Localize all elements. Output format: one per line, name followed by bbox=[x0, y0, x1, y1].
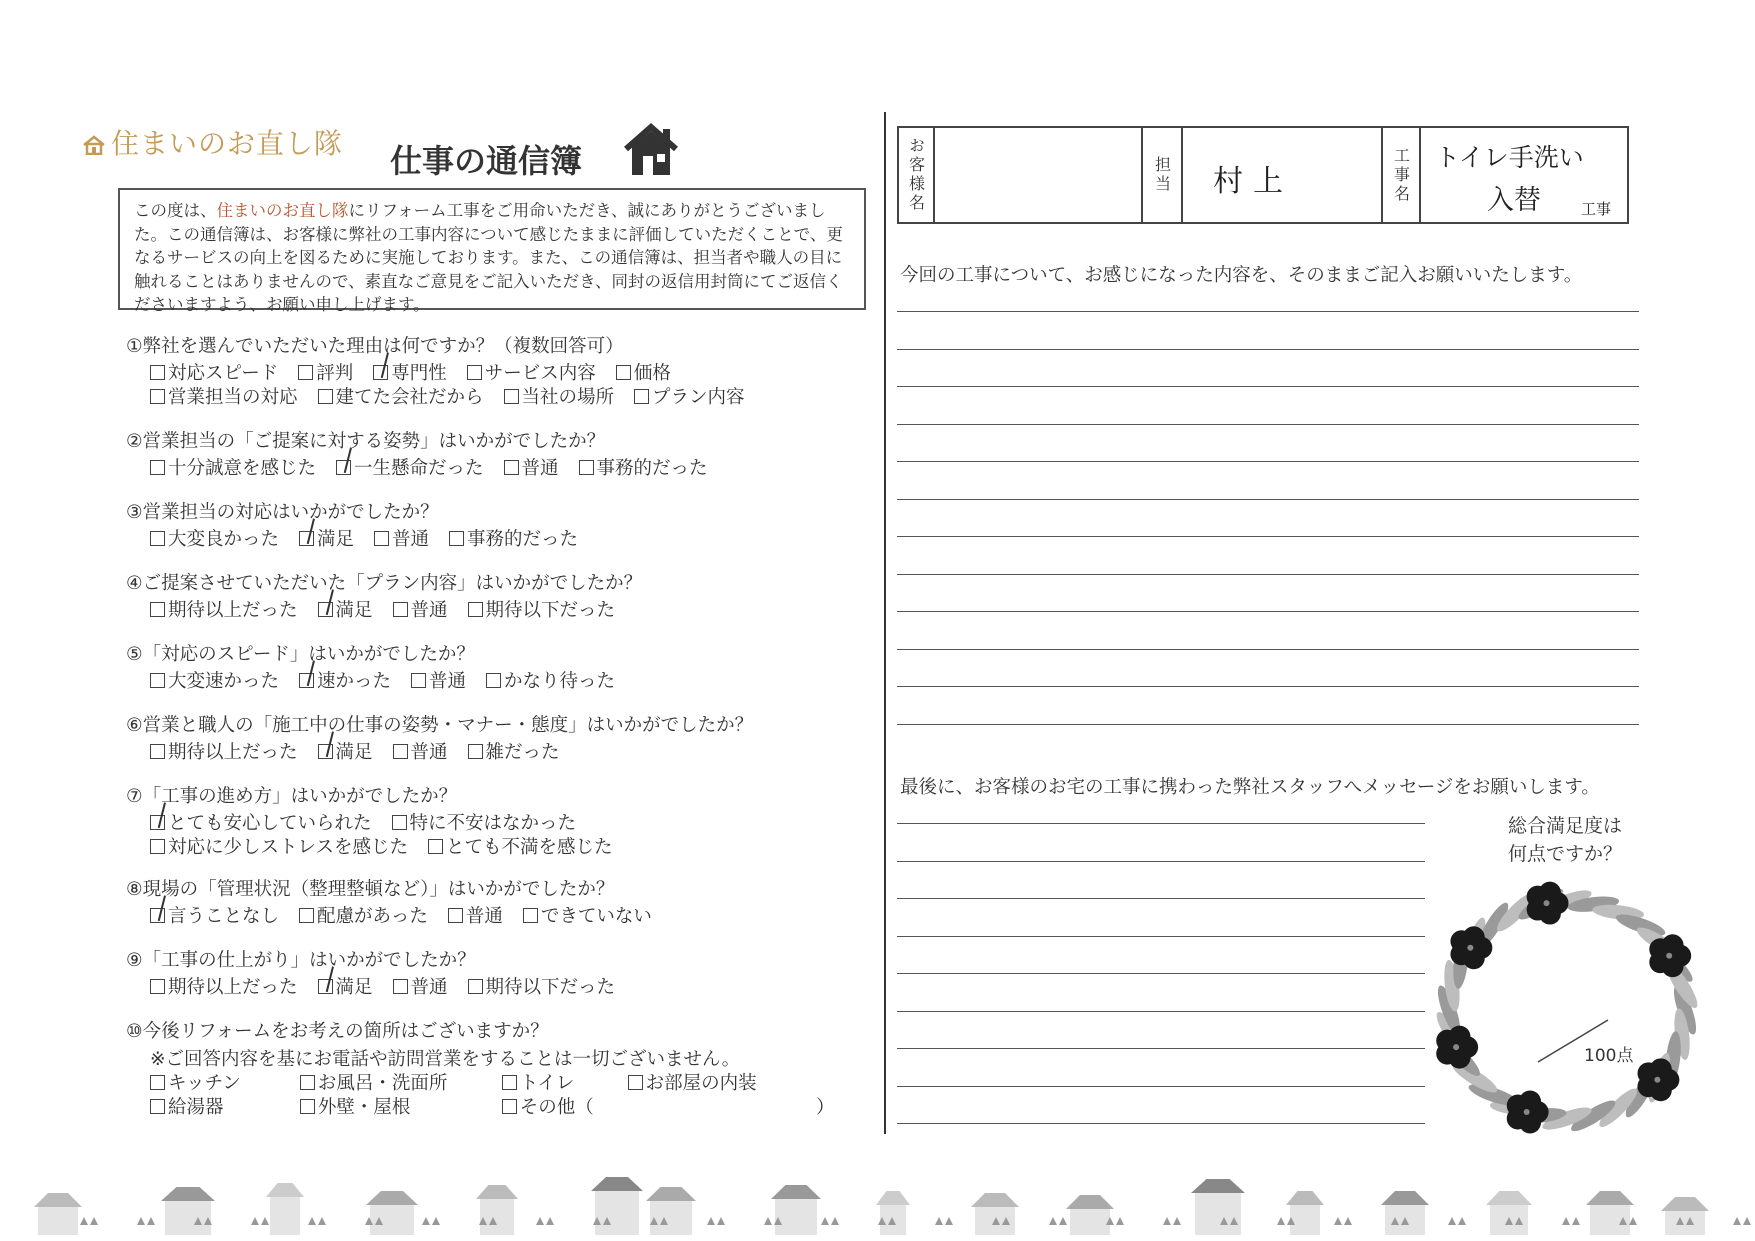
option[interactable] bbox=[392, 809, 577, 835]
option[interactable] bbox=[393, 973, 448, 999]
option[interactable] bbox=[616, 359, 671, 385]
checkbox[interactable] bbox=[393, 602, 408, 617]
checkbox[interactable] bbox=[467, 365, 482, 380]
checkbox[interactable] bbox=[502, 1075, 517, 1090]
question-8-options bbox=[150, 902, 672, 928]
option[interactable] bbox=[448, 902, 503, 928]
brand-logo bbox=[83, 122, 343, 162]
option-label: 建てた会社だから bbox=[335, 387, 484, 408]
option-label: プラン内容 bbox=[652, 387, 745, 408]
option[interactable] bbox=[318, 596, 373, 622]
intro-text-rest: にリフォーム工事をご用命いただき、誠にありがとうございました。この通信簿は、お客様に弊社の工事内容について感じたままに評価していただくことで、更なるサービスの向上を図るために実施しております。また、この通信簿は、担当者や職人の目に触れることはありませんので、素直なご意見をご記入いただき、同封の返信用封筒にてご返信くださいますよう、お願い申し上げます。 bbox=[134, 201, 843, 314]
checkbox[interactable] bbox=[318, 389, 333, 404]
option-label: 言うことなし bbox=[168, 906, 280, 927]
checkbox[interactable] bbox=[298, 365, 313, 380]
question-3: ③営業担当の対応はいかがでしたか？ bbox=[126, 502, 439, 523]
checkbox[interactable] bbox=[411, 673, 426, 688]
checkbox[interactable] bbox=[150, 602, 165, 617]
question-1: ①弊社を選んでいただいた理由は何ですか？（複数回答可） bbox=[126, 336, 624, 357]
question-1-options bbox=[150, 359, 691, 385]
option-label: お風呂・洗面所 bbox=[317, 1073, 448, 1094]
option-label: 期待以上だった bbox=[168, 600, 298, 621]
staff-value: 村上 bbox=[1213, 164, 1293, 199]
checkbox[interactable] bbox=[468, 979, 483, 994]
option[interactable] bbox=[150, 359, 278, 385]
work-name-line-1: トイレ手洗い bbox=[1435, 143, 1584, 172]
option-label: 給湯器 bbox=[168, 1097, 224, 1118]
page-title: 仕事の通信簿 bbox=[390, 142, 583, 180]
option[interactable] bbox=[579, 454, 708, 480]
option-label: キッチン bbox=[168, 1073, 241, 1094]
option[interactable] bbox=[299, 902, 428, 928]
option[interactable] bbox=[467, 359, 596, 385]
option[interactable] bbox=[486, 667, 615, 693]
intro-text: この度は、 bbox=[134, 201, 217, 220]
option[interactable] bbox=[150, 383, 298, 409]
option-water-heater[interactable] bbox=[150, 1093, 274, 1119]
option-label: 普通 bbox=[410, 742, 448, 763]
checkbox[interactable] bbox=[300, 1075, 315, 1090]
option-kitchen[interactable] bbox=[150, 1069, 274, 1095]
option[interactable] bbox=[299, 667, 391, 693]
house-logo-icon bbox=[83, 135, 105, 155]
question-6: ⑥営業と職人の「施工中の仕事の姿勢・マナー・態度」はいかがでしたか？ bbox=[126, 715, 754, 736]
question-10-row-2 bbox=[150, 1093, 614, 1119]
score-question-line-2: 何点ですか？ bbox=[1507, 843, 1622, 865]
question-4: ④ご提案させていただいた「プラン内容」はいかがでしたか？ bbox=[126, 573, 643, 594]
message-line bbox=[897, 861, 1425, 862]
option-label: 速かった bbox=[317, 671, 392, 692]
question-6-options bbox=[150, 738, 580, 764]
option[interactable] bbox=[318, 973, 373, 999]
question-9-options bbox=[150, 973, 635, 999]
question-3-options bbox=[150, 525, 598, 551]
question-4-options bbox=[150, 596, 635, 622]
option[interactable] bbox=[150, 902, 279, 928]
work-name-field[interactable] bbox=[1421, 128, 1627, 222]
checkbox[interactable] bbox=[150, 389, 165, 404]
option-label: 価格 bbox=[633, 363, 671, 384]
work-suffix: 工事 bbox=[1581, 200, 1612, 218]
question-2-options bbox=[150, 454, 728, 480]
checkbox[interactable] bbox=[393, 744, 408, 759]
option-label: 事務的だった bbox=[467, 529, 579, 550]
option-label: 雑だった bbox=[485, 742, 560, 763]
message-line bbox=[897, 1011, 1425, 1012]
question-10-note: ※ご回答内容を基にお電話や訪問営業をすることは一切ございません。 bbox=[150, 1049, 741, 1070]
checkbox[interactable] bbox=[300, 1099, 315, 1114]
comment-line bbox=[897, 724, 1639, 725]
option-label: トイレ bbox=[519, 1073, 575, 1094]
option-label: 普通 bbox=[392, 529, 430, 550]
question-5-options bbox=[150, 667, 635, 693]
option[interactable] bbox=[393, 596, 448, 622]
option-label: 十分誠意を感じた bbox=[168, 458, 317, 479]
option[interactable] bbox=[411, 667, 466, 693]
option-label: 普通 bbox=[429, 671, 467, 692]
message-line bbox=[897, 1048, 1425, 1049]
option-label: 満足 bbox=[335, 977, 373, 998]
option-other[interactable] bbox=[502, 1093, 594, 1119]
comment-line bbox=[897, 461, 1639, 462]
option-label: 営業担当の対応 bbox=[168, 387, 298, 408]
checkbox[interactable] bbox=[150, 1075, 165, 1090]
question-7-options bbox=[150, 809, 596, 835]
checkbox[interactable] bbox=[616, 365, 631, 380]
checked-checkbox[interactable] bbox=[299, 673, 314, 688]
checkbox[interactable] bbox=[468, 744, 483, 759]
option-label: 一生懸命だった bbox=[354, 458, 484, 479]
checkbox[interactable] bbox=[150, 673, 165, 688]
comment-line bbox=[897, 499, 1639, 500]
checkbox[interactable] bbox=[150, 744, 165, 759]
message-line bbox=[897, 1123, 1425, 1124]
option-label: 満足 bbox=[335, 742, 373, 763]
option[interactable] bbox=[504, 383, 615, 409]
option-label: 期待以上だった bbox=[168, 977, 298, 998]
score-value[interactable] bbox=[1584, 1041, 1633, 1066]
option-exterior[interactable] bbox=[300, 1093, 476, 1119]
checkbox[interactable] bbox=[449, 531, 464, 546]
option[interactable] bbox=[393, 738, 448, 764]
question-10-row-1 bbox=[150, 1069, 777, 1095]
intro-brand: 住まいのお直し隊 bbox=[216, 201, 349, 220]
option-label: 普通 bbox=[465, 906, 503, 927]
option-label: できていない bbox=[540, 906, 652, 927]
checkbox[interactable] bbox=[150, 460, 165, 475]
option[interactable] bbox=[634, 383, 745, 409]
option[interactable] bbox=[298, 359, 353, 385]
intro-text-box bbox=[118, 188, 866, 314]
option-label: お部屋の内装 bbox=[645, 1073, 757, 1094]
other-close-paren: ） bbox=[816, 1097, 835, 1118]
option-label: 大変良かった bbox=[168, 529, 280, 550]
option-label: 対応スピード bbox=[168, 363, 279, 384]
option-label: サービス内容 bbox=[484, 363, 596, 384]
option-label: 期待以下だった bbox=[485, 600, 616, 621]
question-2: ②営業担当の「ご提案に対する姿勢」はいかがでしたか？ bbox=[126, 431, 606, 452]
option-label: その他（ bbox=[519, 1097, 594, 1118]
option-label: かなり待った bbox=[504, 671, 616, 692]
checkbox[interactable] bbox=[634, 389, 649, 404]
checked-checkbox[interactable] bbox=[318, 744, 333, 759]
checkbox[interactable] bbox=[486, 673, 501, 688]
comment-line bbox=[897, 574, 1639, 575]
checkbox[interactable] bbox=[504, 460, 519, 475]
option[interactable] bbox=[449, 525, 578, 551]
message-line bbox=[897, 973, 1425, 974]
checkbox[interactable] bbox=[579, 460, 594, 475]
checkbox[interactable] bbox=[392, 815, 407, 830]
option[interactable] bbox=[468, 596, 616, 622]
comment-line bbox=[897, 536, 1639, 537]
checkbox[interactable] bbox=[504, 389, 519, 404]
checked-checkbox[interactable] bbox=[336, 460, 351, 475]
checkbox[interactable] bbox=[150, 531, 165, 546]
option[interactable] bbox=[150, 667, 279, 693]
option[interactable] bbox=[150, 596, 298, 622]
question-9: ⑨「工事の仕上がり」はいかがでしたか？ bbox=[126, 950, 476, 971]
checkbox[interactable] bbox=[628, 1075, 643, 1090]
option-label: とても安心していられた bbox=[168, 813, 372, 834]
option[interactable] bbox=[468, 973, 616, 999]
checked-checkbox[interactable] bbox=[373, 365, 388, 380]
comments-prompt: 今回の工事について、お感じになった内容を、そのままご記入お願いいたします。 bbox=[900, 265, 1583, 286]
question-8: ⑧現場の「管理状況（整理整頓など）」はいかがでしたか？ bbox=[126, 879, 615, 900]
option[interactable] bbox=[318, 383, 484, 409]
option[interactable] bbox=[373, 359, 447, 385]
question-7: ⑦「工事の進め方」はいかがでしたか？ bbox=[126, 786, 458, 807]
option[interactable] bbox=[150, 525, 279, 551]
option-interior[interactable] bbox=[628, 1069, 757, 1095]
score-number: 100 bbox=[1584, 1046, 1617, 1066]
option[interactable] bbox=[374, 525, 429, 551]
comment-line bbox=[897, 649, 1639, 650]
score-question bbox=[1490, 812, 1640, 868]
comment-line bbox=[897, 349, 1639, 350]
option[interactable] bbox=[150, 833, 408, 859]
house-icon bbox=[623, 123, 679, 177]
option-label: 配慮があった bbox=[317, 906, 428, 927]
checked-checkbox[interactable] bbox=[299, 531, 314, 546]
checkbox[interactable] bbox=[448, 908, 463, 923]
wreath-illustration bbox=[1420, 870, 1715, 1140]
checkbox[interactable] bbox=[150, 979, 165, 994]
option[interactable] bbox=[150, 809, 372, 835]
checked-checkbox[interactable] bbox=[150, 815, 165, 830]
comment-line bbox=[897, 424, 1639, 425]
checkbox[interactable] bbox=[428, 839, 443, 854]
option-label: 外壁・屋根 bbox=[317, 1097, 411, 1118]
option[interactable] bbox=[299, 525, 354, 551]
option-label: 専門性 bbox=[391, 363, 447, 384]
checkbox[interactable] bbox=[150, 839, 165, 854]
checkbox[interactable] bbox=[299, 908, 314, 923]
option-label: 期待以上だった bbox=[168, 742, 298, 763]
option-label: 普通 bbox=[521, 458, 559, 479]
option-label: 普通 bbox=[410, 600, 448, 621]
option[interactable] bbox=[523, 902, 652, 928]
option[interactable] bbox=[150, 738, 298, 764]
checked-checkbox[interactable] bbox=[318, 979, 333, 994]
option-label: 当社の場所 bbox=[521, 387, 615, 408]
checkbox[interactable] bbox=[393, 979, 408, 994]
comment-line bbox=[897, 686, 1639, 687]
option-toilet[interactable] bbox=[502, 1069, 602, 1095]
customer-name-field[interactable] bbox=[935, 128, 1143, 222]
question-10: ⑩今後リフォームをお考えの箇所はございますか？ bbox=[126, 1021, 549, 1042]
checkbox[interactable] bbox=[523, 908, 538, 923]
score-unit: 点 bbox=[1616, 1046, 1634, 1066]
option-label: とても不満を感じた bbox=[445, 837, 613, 858]
comment-line bbox=[897, 311, 1639, 312]
option[interactable] bbox=[318, 738, 373, 764]
message-prompt: 最後に、お客様のお宅の工事に携わった弊社スタッフへメッセージをお願いします。 bbox=[900, 777, 1600, 798]
question-5: ⑤「対応のスピード」はいかがでしたか？ bbox=[126, 644, 475, 665]
option-label: 大変速かった bbox=[168, 671, 280, 692]
option[interactable] bbox=[428, 833, 613, 859]
staff-label: 担当 bbox=[1143, 128, 1183, 222]
checkbox[interactable] bbox=[374, 531, 389, 546]
page-divider bbox=[884, 112, 886, 1134]
option[interactable] bbox=[468, 738, 560, 764]
message-line bbox=[897, 823, 1425, 824]
checkbox[interactable] bbox=[502, 1099, 517, 1114]
checkbox[interactable] bbox=[150, 1099, 165, 1114]
comment-line bbox=[897, 386, 1639, 387]
question-7-options bbox=[150, 833, 632, 859]
option-bath[interactable] bbox=[300, 1069, 476, 1095]
option[interactable] bbox=[336, 454, 484, 480]
customer-info-table bbox=[897, 126, 1629, 224]
option[interactable] bbox=[150, 973, 298, 999]
option[interactable] bbox=[504, 454, 559, 480]
option-label: 対応に少しストレスを感じた bbox=[168, 837, 408, 858]
checkbox[interactable] bbox=[468, 602, 483, 617]
comment-line bbox=[897, 611, 1639, 612]
checked-checkbox[interactable] bbox=[318, 602, 333, 617]
message-line bbox=[897, 936, 1425, 937]
message-line bbox=[897, 898, 1425, 899]
option-label: 満足 bbox=[335, 600, 373, 621]
message-line bbox=[897, 1086, 1425, 1087]
work-name-line-2: 入替 bbox=[1487, 185, 1541, 216]
option-label: 評判 bbox=[316, 363, 354, 384]
house-skyline-decoration bbox=[0, 1165, 1755, 1241]
option-label: 普通 bbox=[410, 977, 448, 998]
option-label: 満足 bbox=[317, 529, 355, 550]
work-name-label: 工事名 bbox=[1383, 128, 1421, 222]
score-question-line-1: 総合満足度は bbox=[1507, 815, 1622, 837]
checkbox[interactable] bbox=[150, 365, 165, 380]
checked-checkbox[interactable] bbox=[150, 908, 165, 923]
option-label: 事務的だった bbox=[596, 458, 708, 479]
customer-name-label: お客様名 bbox=[899, 128, 935, 222]
question-1-options bbox=[150, 383, 765, 409]
staff-field[interactable] bbox=[1183, 128, 1383, 222]
brand-name: 住まいのお直し隊 bbox=[111, 127, 344, 160]
option-label: 期待以下だった bbox=[485, 977, 616, 998]
option[interactable] bbox=[150, 454, 316, 480]
option-label: 特に不安はなかった bbox=[409, 813, 577, 834]
